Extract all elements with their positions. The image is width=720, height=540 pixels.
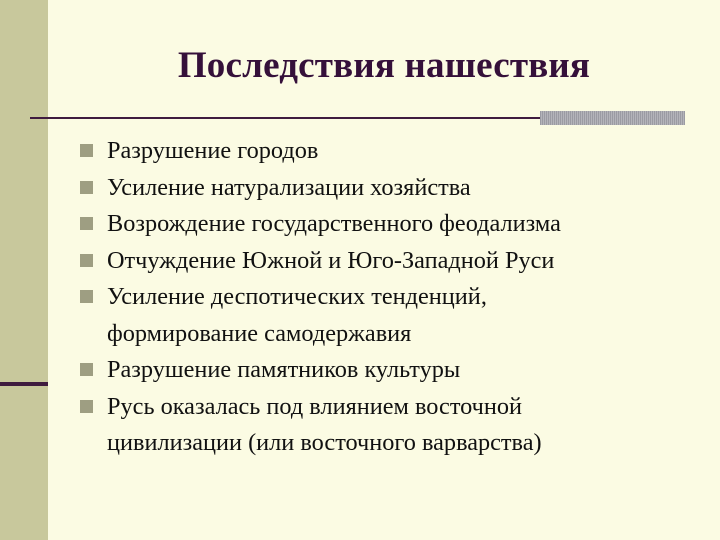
square-bullet-icon xyxy=(80,254,93,267)
bullet-text-continuation: цивилизации (или восточного варварства) xyxy=(107,429,542,456)
square-bullet-icon xyxy=(80,400,93,413)
bullet-item xyxy=(80,279,561,352)
bullet-text: Русь оказалась под влиянием восточной xyxy=(107,392,523,420)
bullet-item xyxy=(80,243,561,280)
square-bullet-icon xyxy=(80,363,93,376)
square-bullet-icon xyxy=(80,290,93,303)
bullet-text: Разрушение памятников культуры xyxy=(107,356,461,383)
left-accent-bar xyxy=(0,382,48,386)
bullet-item xyxy=(80,133,561,170)
bullet-text: Усиление натурализации хозяйства xyxy=(107,173,471,201)
square-bullet-icon xyxy=(80,144,93,157)
bullet-list xyxy=(80,133,561,462)
slide-title: Последствия нашествия xyxy=(177,45,591,86)
title-divider-line xyxy=(30,117,540,119)
left-decorative-band xyxy=(0,0,48,540)
square-bullet-icon xyxy=(80,181,93,194)
bullet-text: Отчуждение Южной и Юго-Западной Руси xyxy=(107,246,555,274)
bullet-item xyxy=(80,352,561,389)
bullet-item xyxy=(80,170,561,207)
title-divider-block xyxy=(540,111,685,125)
bullet-text: Разрушение городов xyxy=(107,137,319,164)
bullet-text-continuation: формирование самодержавия xyxy=(107,319,412,347)
bullet-item xyxy=(80,389,561,462)
square-bullet-icon xyxy=(80,217,93,230)
bullet-text: Возрождение государственного феодализма xyxy=(107,210,561,237)
bullet-text: Усиление деспотических тенденций, xyxy=(107,283,487,310)
bullet-item xyxy=(80,206,561,243)
